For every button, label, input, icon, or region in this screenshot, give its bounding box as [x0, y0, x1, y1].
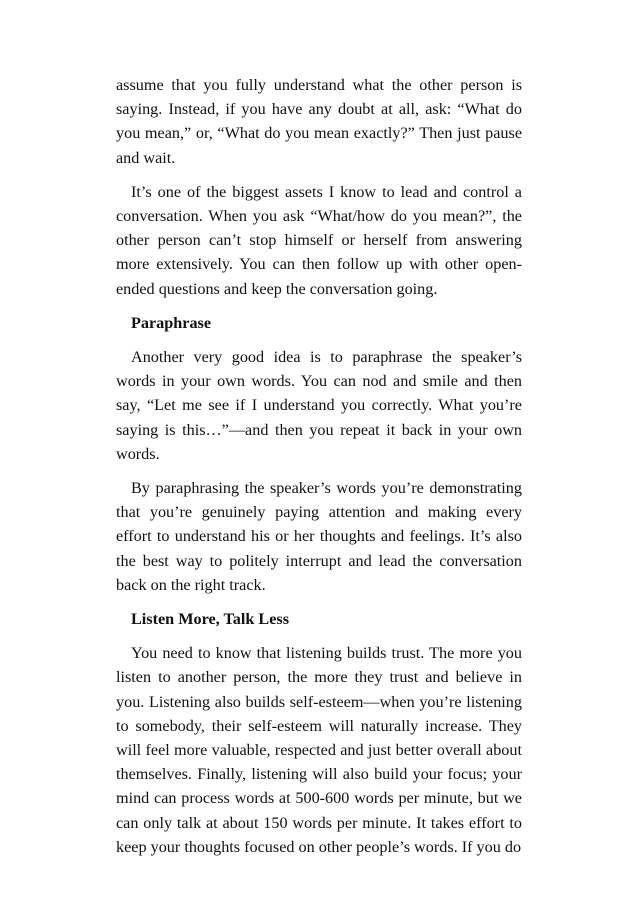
heading-paraphrase: Paraphrase	[131, 313, 212, 332]
heading-listen-more: Listen More, Talk Less	[131, 610, 290, 629]
paragraph-asset: It’s one of the biggest assets I know to lead and control a conversation. When you ask “What/how do you mean?”, the other person can’t stop himself or herself from answering more extensively. You can then follow up with other open-ended questions and keep the conversation going.	[116, 182, 522, 298]
paragraph-listening-trust: You need to know that listening builds trust. The more you listen to another person, the more they trust and believe in you. Listening also builds self-esteem—when you’re listening to somebody, their self-esteem will naturally increase. They will feel more valuable, respected and just better overall about themselves. Finally, listening will also build your focus; your mind can process words at 500-600 words per minute, but we can only talk at about 150 words per minute. It takes effort to keep your thoughts focused on other people’s words. If you do	[116, 644, 522, 856]
page-body	[116, 73, 522, 869]
paragraph-paraphrase-benefit: By paraphrasing the speaker’s words you’re demonstrating that you’re genuinely paying attention and making every effort to understand his or her thoughts and feelings. It’s also the best way to politely interrupt and lead the conversation back on the right track.	[116, 479, 522, 594]
paragraph-continued: assume that you fully understand what the other person is saying. Instead, if you have any doubt at all, ask: “What do you mean,” or, “What do you mean exactly?” Then just pause and wait.	[116, 76, 522, 167]
paragraph-paraphrase-intro: Another very good idea is to paraphrase the speaker’s words in your own words. You can nod and smile and then say, “Let me see if I understand you correctly. What you’re saying is this…”—and then you repeat it back in your own words.	[116, 348, 522, 463]
